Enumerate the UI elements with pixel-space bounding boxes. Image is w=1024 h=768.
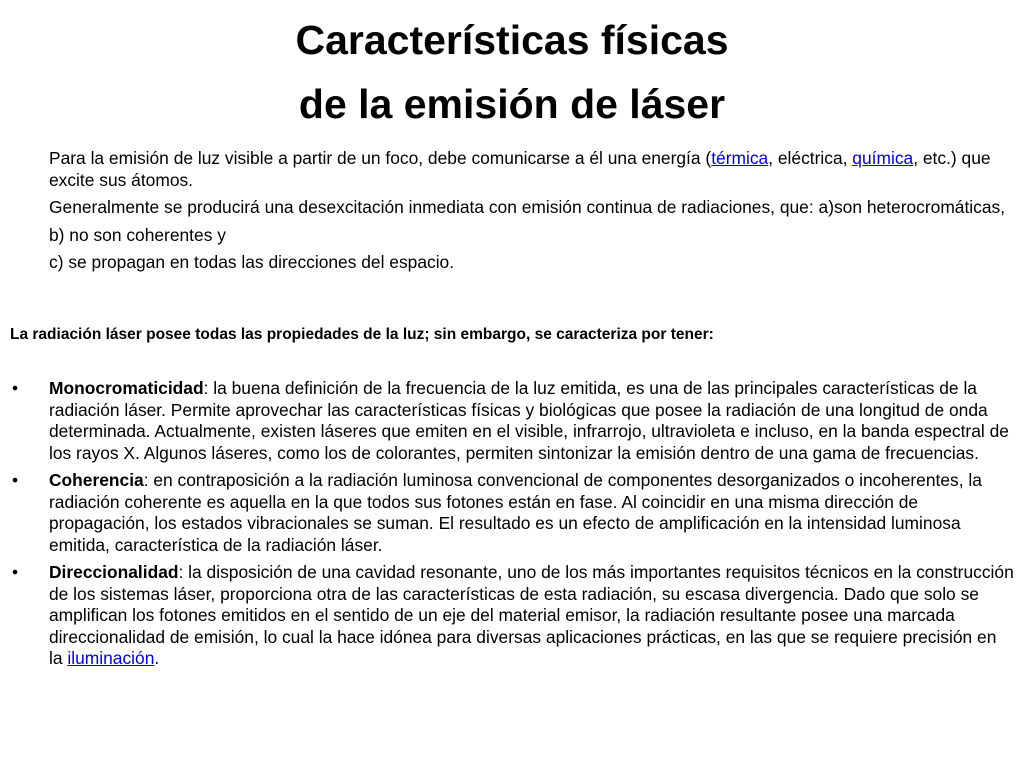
intro-p1-end: , etc.) que excite sus átomos. <box>49 148 991 190</box>
bullet-text: : la buena definición de la frecuencia de la luz emitida, es una de las principales características de la radiación láser. Permite aprovechar las características físicas y biológicas que posee la radiación de una longitud de onda determinada. Actualmente, existen láseres que emiten en el visible, infrarrojo, ultravioleta e incluso, en la banda espectral de los rayos X. Algunos láseres, como los de colorantes, permiten sintonizar la emisión dentro de una gama de frecuencias. <box>49 378 1009 463</box>
bullet-text: : la disposición de una cavidad resonante, uno de los más importantes requisitos técnicos en la construcción de los sistemas láser, proporciona otra de las características de esta radiación, su escasa divergencia. Dado que solo se amplifican los fotones emitidos en el sentido de un eje del material emisor, la radiación resultante posee una marcada direccionalidad de emisión, lo cual la hace idónea para diversas aplicaciones prácticas, en las que se requiere precisión en la <box>49 562 1014 668</box>
bullet-coherencia <box>10 470 1014 556</box>
bullet-marker: • <box>12 378 19 398</box>
slide-title <box>0 8 1024 136</box>
intro-paragraph-1 <box>49 148 1014 191</box>
lead-statement: La radiación láser posee todas las propiedades de la luz; sin embargo, se caracteriza por tener: <box>10 326 714 343</box>
bullet-term: Monocromaticidad <box>49 378 204 398</box>
intro-paragraph-2: Generalmente se producirá una desexcitación inmediata con emisión continua de radiaciones, que: a)son heterocromáticas, <box>49 197 1006 217</box>
properties-list <box>10 378 1014 676</box>
bullet-marker: • <box>12 562 19 582</box>
bullet-text-end: . <box>154 648 160 668</box>
intro-p1-start: Para la emisión de luz visible a partir de un foco, debe comunicarse a él una energía ( <box>49 148 712 168</box>
bullet-term: Coherencia <box>49 470 144 490</box>
link-termica[interactable]: térmica <box>711 148 769 168</box>
link-quimica[interactable]: química <box>852 148 914 168</box>
link-iluminacion[interactable]: iluminación <box>67 648 155 668</box>
intro-paragraph-4: c) se propagan en todas las direcciones del espacio. <box>49 252 455 272</box>
intro-p1-mid: , eléctrica, <box>768 148 853 168</box>
bullet-marker: • <box>12 470 19 490</box>
bullet-term: Direccionalidad <box>49 562 179 582</box>
title-line-2: de la emisión de láser <box>298 81 726 127</box>
bullet-text: : en contraposición a la radiación luminosa convencional de componentes desorganizados o incoherentes, la radiación coherente es aquella en la que todos sus fotones están en fase. Al coincidir en una misma dirección de propagación, los estados vibracionales se suman. El resultado es un efecto de amplificación en la intensidad luminosa emitida, característica de la radiación láser. <box>49 470 982 555</box>
intro-paragraph-3: b) no son coherentes y <box>49 224 226 245</box>
intro-block <box>49 148 1014 274</box>
bullet-direccionalidad <box>10 562 1014 670</box>
title-line-1: Características físicas <box>295 17 729 63</box>
bullet-monocromaticidad <box>10 378 1014 464</box>
